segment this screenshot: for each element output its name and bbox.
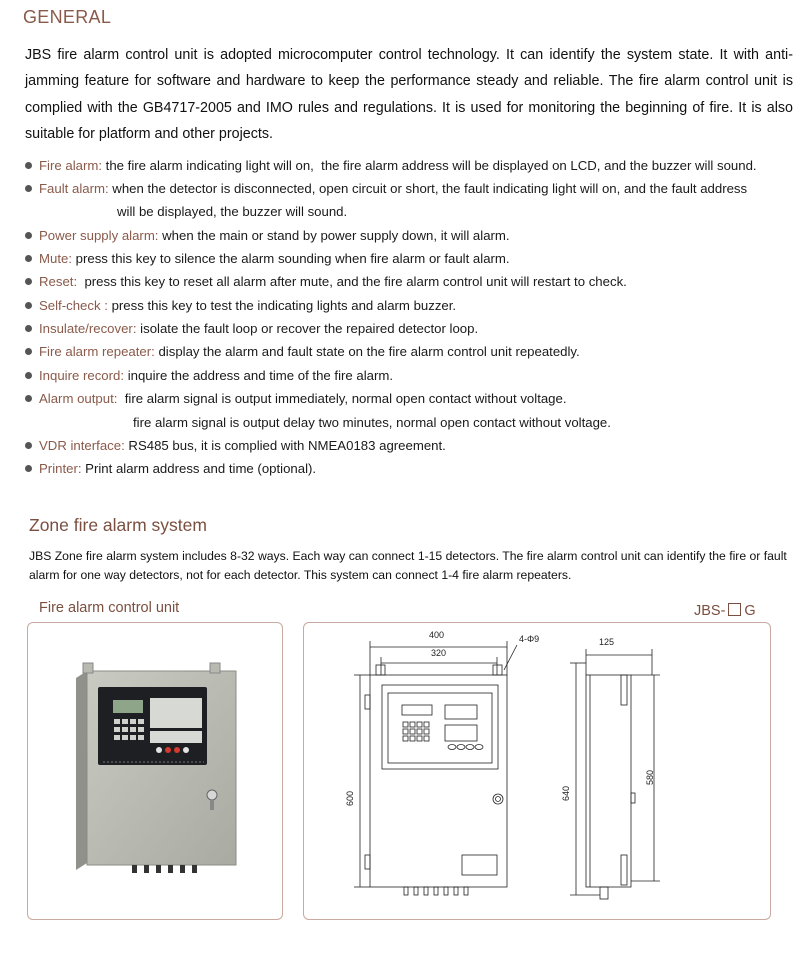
bullet-icon: [25, 278, 32, 285]
feature-continuation: will be displayed, the buzzer will sound.: [117, 204, 348, 219]
feature-item: [25, 158, 800, 174]
feature-text: isolate the fault loop or recover the repaired detector loop.: [136, 321, 479, 336]
feature-label: Insulate/recover:: [39, 321, 137, 336]
bullet-icon: [25, 395, 32, 402]
dimension-drawing: [304, 623, 770, 919]
feature-item: [25, 391, 800, 407]
dim-label-580: 580: [645, 769, 655, 785]
feature-label: Inquire record:: [39, 368, 125, 383]
feature-item: [25, 228, 800, 244]
unit-heading: Fire alarm control unit: [39, 600, 180, 616]
zone-heading: Zone fire alarm system: [29, 515, 207, 535]
feature-continuation: fire alarm signal is output delay two minutes, normal open contact without voltage.: [133, 415, 611, 430]
bullet-icon: [25, 232, 32, 239]
feature-label: Printer:: [39, 461, 82, 476]
bullet-icon: [25, 325, 32, 332]
feature-item: [25, 368, 800, 384]
bullet-icon: [25, 185, 32, 192]
dim-label-600: 600: [345, 790, 355, 806]
bullet-icon: [25, 442, 32, 449]
feature-text: when the main or stand by power supply down, it will alarm.: [158, 228, 510, 243]
dim-label-125: 125: [599, 637, 615, 647]
feature-label: Mute:: [39, 251, 72, 266]
feature-label: Fire alarm:: [39, 158, 103, 173]
bullet-icon: [25, 465, 32, 472]
feature-text: press this key to silence the alarm sounding when fire alarm or fault alarm.: [71, 251, 510, 266]
feature-item: [25, 274, 800, 290]
model-placeholder-box: [728, 603, 741, 616]
model-prefix: JBS-: [694, 603, 726, 619]
feature-label: Fire alarm repeater:: [39, 344, 155, 359]
feature-text: when the detector is disconnected, open circuit or short, the fault indicating light will on, and the fault address: [108, 181, 748, 196]
feature-item: [25, 251, 800, 267]
drawing-panel: [303, 622, 771, 920]
feature-text: press this key to test the indicating lights and alarm buzzer.: [107, 298, 457, 313]
model-code: [694, 603, 756, 619]
feature-label: Reset:: [39, 274, 78, 289]
model-suffix: G: [744, 603, 756, 619]
feature-text: the fire alarm indicating light will on, the fire alarm address will be displayed on LCD, and the buzzer will sound.: [102, 158, 757, 173]
feature-text: fire alarm signal is output immediately, normal open contact without voltage.: [117, 391, 567, 406]
feature-text: Print alarm address and time (optional).: [81, 461, 317, 476]
general-heading: GENERAL: [23, 7, 112, 27]
feature-label: Alarm output:: [39, 391, 118, 406]
bullet-icon: [25, 348, 32, 355]
feature-label: VDR interface:: [39, 438, 125, 453]
zone-description: JBS Zone fire alarm system includes 8-32 ways. Each way can connect 1-15 detectors. The fire alarm control unit can identify the fire or fault alarm for one way detectors, not for each detector. This system can connect 1-4 fire alarm repeaters.: [29, 549, 787, 582]
dim-label-holes: 4-Φ9: [519, 634, 540, 644]
feature-text: display the alarm and fault state on the fire alarm control unit repeatedly.: [154, 344, 580, 359]
feature-item: [25, 438, 800, 454]
feature-item: [25, 321, 800, 337]
feature-label: Self-check :: [39, 298, 108, 313]
bullet-icon: [25, 162, 32, 169]
feature-label: Power supply alarm:: [39, 228, 159, 243]
bullet-icon: [25, 302, 32, 309]
feature-item: [25, 344, 800, 360]
feature-text: inquire the address and time of the fire alarm.: [124, 368, 394, 383]
dim-label-400: 400: [429, 630, 445, 640]
bullet-icon: [25, 372, 32, 379]
feature-label: Fault alarm:: [39, 181, 109, 196]
feature-item: [25, 298, 800, 314]
control-unit-photo: [28, 623, 282, 919]
general-intro: JBS fire alarm control unit is adopted microcomputer control technology. It can identify the system state. It with anti-jamming feature for software and hardware to keep the performance steady and reliable. The fire alarm control unit is complied with the GB4717-2005 and IMO rules and regulations. It is used for monitoring the beginning of fire. It is also suitable for platform and other projects.: [25, 47, 793, 143]
feature-text: press this key to reset all alarm after mute, and the fire alarm control unit will restart to check.: [77, 274, 627, 289]
dim-label-320: 320: [431, 648, 447, 658]
bullet-icon: [25, 255, 32, 262]
dim-label-640: 640: [561, 785, 571, 801]
feature-item: [25, 461, 800, 477]
photo-panel: [27, 622, 283, 920]
feature-text: RS485 bus, it is complied with NMEA0183 agreement.: [124, 438, 446, 453]
feature-item: [25, 181, 800, 197]
